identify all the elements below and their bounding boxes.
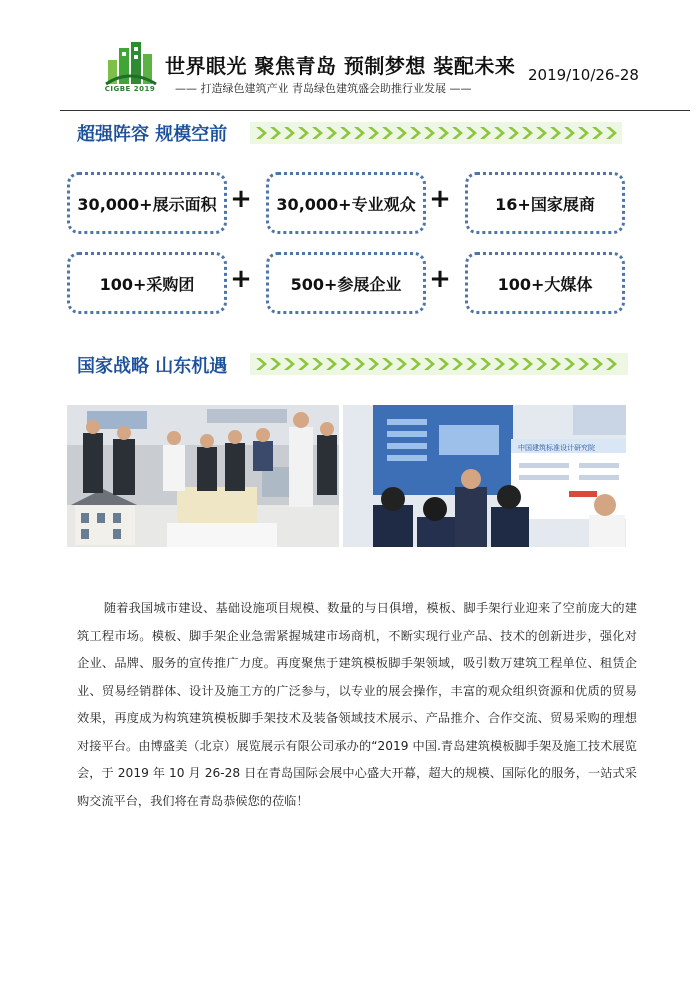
intro-paragraph-text: 随着我国城市建设、基础设施项目规模、数量的与日俱增，模板、脚手架行业迎来了空前庞大的建筑工程市场。模板、脚手架企业急需紧握城建市场商机，不断实现行业产品、技术的创新进步，强化对企业、品牌、服务的宣传推广力度。再度聚焦于建筑模板脚手架领域，吸引数万建筑工程单位、租赁企业、贸易经销群体、设计及施工方的广泛参与，以专业的展会操作，丰富的观众组织资源和优质的贸易效果，再度成为构筑建筑模板脚手架技术及装备领域技术展示、产品推介、合作交流、贸易采购的理想对接平台。由博盛美（北京）展览展示有限公司承办的“2019 中国.青岛建筑模板脚手架及施工技术展览会，于 2019 年 10 月 26-28 日在青岛国际会展中心盛大开幕，超大的规模、国际化的服务，一站式采购交流平台，我们将在青岛恭候您的莅临！ bbox=[77, 601, 637, 808]
chevron-icon bbox=[424, 127, 435, 139]
stat-buyer-groups: 100+采购团 bbox=[67, 252, 227, 314]
chevron-icon bbox=[340, 358, 351, 370]
event-date: 2019/10/26-28 bbox=[528, 66, 639, 84]
chevron-icon bbox=[466, 358, 477, 370]
stat-visitors: 30,000+专业观众 bbox=[266, 172, 426, 234]
chevron-icon bbox=[522, 358, 533, 370]
chevron-icon bbox=[326, 358, 337, 370]
plus-icon: + bbox=[429, 184, 451, 214]
chevron-icon bbox=[382, 358, 393, 370]
chevron-icon bbox=[438, 358, 449, 370]
chevron-icon bbox=[284, 358, 295, 370]
chevron-icon bbox=[606, 358, 617, 370]
chevron-icon bbox=[480, 127, 491, 139]
plus-icon: + bbox=[230, 184, 252, 214]
chevron-icon bbox=[550, 127, 561, 139]
chevron-icon bbox=[424, 358, 435, 370]
chevron-icon bbox=[396, 127, 407, 139]
page-header bbox=[0, 0, 700, 112]
plus-icon: + bbox=[230, 264, 252, 294]
chevron-icon bbox=[312, 127, 323, 139]
chevron-icon bbox=[410, 127, 421, 139]
chevron-icon bbox=[354, 358, 365, 370]
chevron-icon bbox=[368, 127, 379, 139]
chevron-icon bbox=[480, 358, 491, 370]
chevron-icon bbox=[494, 358, 505, 370]
chevron-icon bbox=[256, 358, 267, 370]
chevron-icon bbox=[452, 358, 463, 370]
chevron-icon bbox=[564, 358, 575, 370]
stat-countries: 16+国家展商 bbox=[465, 172, 625, 234]
chevron-icon bbox=[410, 358, 421, 370]
chevron-icon bbox=[606, 127, 617, 139]
chevron-icon bbox=[536, 358, 547, 370]
chevron-icon bbox=[340, 127, 351, 139]
header-subline: —— 打造绿色建筑产业 青岛绿色建筑盛会助推行业发展 —— bbox=[175, 82, 472, 95]
chevron-icon bbox=[550, 358, 561, 370]
header-divider bbox=[60, 110, 690, 111]
chevron-icon bbox=[326, 127, 337, 139]
stat-exhibition-area: 30,000+展示面积 bbox=[67, 172, 227, 234]
section-title-scale: 超强阵容 规模空前 bbox=[77, 124, 228, 145]
chevron-icon bbox=[578, 127, 589, 139]
chevron-icon bbox=[452, 127, 463, 139]
header-slogan: 世界眼光 聚焦青岛 预制梦想 装配未来 bbox=[165, 54, 516, 78]
chevron-icon bbox=[382, 127, 393, 139]
chevron-icon bbox=[256, 127, 267, 139]
chevron-icon bbox=[508, 358, 519, 370]
chevron-icon bbox=[368, 358, 379, 370]
intro-paragraph bbox=[77, 595, 637, 815]
chevron-icon bbox=[578, 358, 589, 370]
booth-banner-text: 中国建筑标准设计研究院 bbox=[518, 444, 595, 452]
chevron-icon bbox=[354, 127, 365, 139]
plus-icon: + bbox=[429, 264, 451, 294]
chevron-icon bbox=[494, 127, 505, 139]
section-title-strategy: 国家战略 山东机遇 bbox=[77, 356, 228, 377]
exhibition-booth-photo-icon bbox=[343, 405, 626, 547]
chevron-icon bbox=[508, 127, 519, 139]
stat-exhibitors: 500+参展企业 bbox=[266, 252, 426, 314]
chevron-icon bbox=[522, 127, 533, 139]
chevron-icon bbox=[312, 358, 323, 370]
chevron-icon bbox=[592, 358, 603, 370]
chevron-icon bbox=[438, 127, 449, 139]
chevron-band-icon bbox=[250, 122, 622, 144]
chevron-icon bbox=[284, 127, 295, 139]
exhibition-visit-photo-icon bbox=[67, 405, 339, 547]
chevron-icon bbox=[396, 358, 407, 370]
chevron-icon bbox=[536, 127, 547, 139]
chevron-icon bbox=[270, 127, 281, 139]
chevron-icon bbox=[466, 127, 477, 139]
chevron-icon bbox=[564, 127, 575, 139]
chevron-icon bbox=[298, 358, 309, 370]
chevron-band-icon bbox=[250, 353, 628, 375]
chevron-icon bbox=[298, 127, 309, 139]
logo-caption: CIGBE 2019 bbox=[104, 85, 156, 93]
chevron-icon bbox=[270, 358, 281, 370]
chevron-icon bbox=[592, 127, 603, 139]
stat-media: 100+大媒体 bbox=[465, 252, 625, 314]
